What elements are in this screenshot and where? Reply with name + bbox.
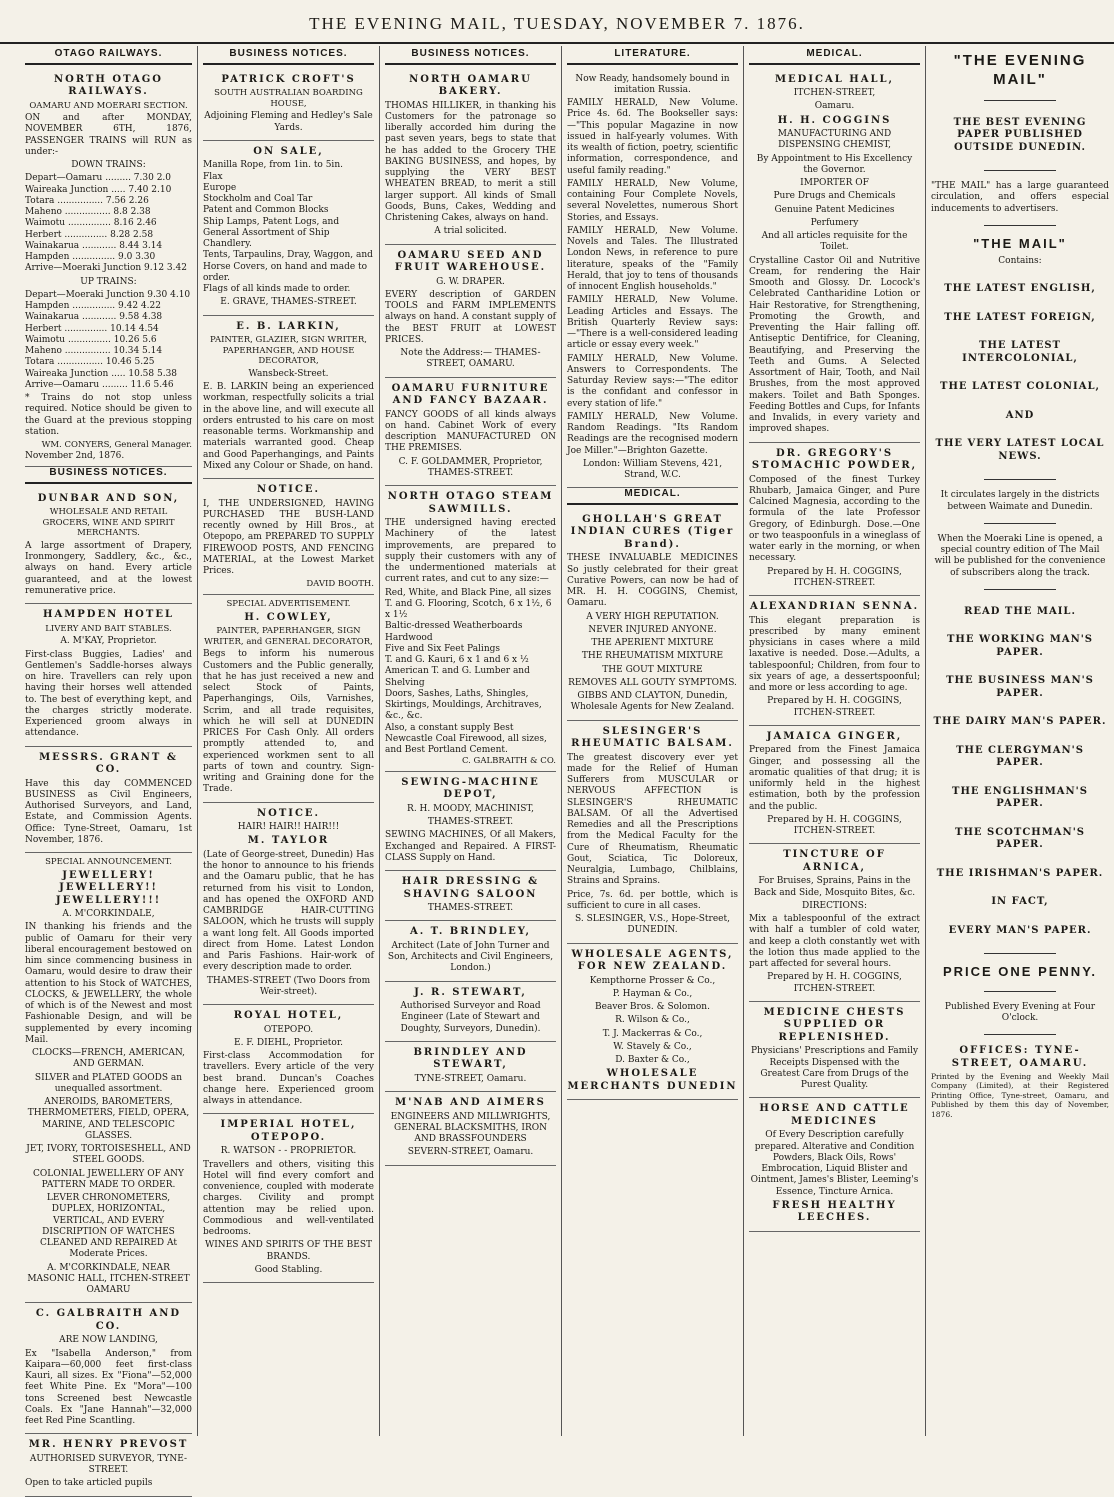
ad-brindley [385, 921, 556, 981]
ad-body: Travellers and others, visiting this Hotel will find every comfort and convenience, coupled with moderate charges. Civility and prompt attention may be relied upon. Commodious and well-ventilated bedrooms. [203, 1159, 374, 1238]
ad-heading: HAIR DRESSING & SHAVING SALOON [401, 876, 540, 900]
divider [984, 1034, 1055, 1035]
section-heading: MEDICAL. [749, 48, 920, 65]
timetable-rows [25, 173, 192, 274]
ad-mnab-aimers [385, 1092, 556, 1166]
ad-address: THAMES-STREET (Two Doors from Weir-street). [206, 975, 371, 997]
list-item: THE ENGLISHMAN'S PAPER. [952, 785, 1088, 810]
ad-preheading: SPECIAL ANNOUNCEMENT. [45, 857, 172, 867]
ad-body: * Trains do not stop unless required. Notice should be given to the Guard at the previous stopping station. [25, 393, 192, 437]
circulation-text: "THE MAIL" has a large guaranteed circulation, and offers especial inducements to advertisers. [931, 181, 1109, 214]
list-item: THE LATEST FOREIGN, [944, 311, 1096, 323]
ad-gregory-powder [749, 443, 920, 597]
ad-heading: NORTH OTAGO RAILWAYS. [54, 73, 163, 97]
ad-subheading: OTEPOPO. [263, 1024, 314, 1035]
ad-arnica [749, 844, 920, 1002]
ad-body: Ex "Isabella Anderson," from Kaipara—60,000 feet first-class Kauri, all sizes. Ex "Fiona"—52,000 feet White Pine. Ex "Mora"—100 tons Screened best Newcastle Coals. Ex "Jane Hannah"—32,000 feet Red Pine Scantling. [25, 1348, 192, 1427]
list-item: Flags of all kinds made to order. [203, 284, 351, 294]
ad-subheading: MANUFACTURING AND DISPENSING CHEMIST, [777, 129, 892, 151]
ad-town: Oamaru. [814, 101, 855, 112]
list-item: THE BUSINESS MAN'S PAPER. [946, 675, 1094, 699]
ad-item-list [567, 625, 738, 689]
list-item: P. Hayman & Co., [612, 988, 693, 999]
ad-publisher: London: William Stevens, 421, Strand, W.C. [582, 458, 723, 480]
ad-heading: H. H. COGGINS [777, 114, 892, 126]
timetable-direction: DOWN TRAINS: [71, 160, 146, 171]
ad-heading: M'NAB AND AIMERS [395, 1097, 546, 1109]
ad-address: Note the Address:— THAMES-STREET, OAMARU. [400, 348, 541, 370]
ad-bakery [385, 69, 556, 245]
list-item: R. Wilson & Co., [615, 1015, 690, 1026]
ad-booth [203, 479, 374, 595]
ad-body: Authorised Surveyor and Road Engineer (Late of Stewart and Doughty, Surveyors, Dunedin). [400, 1001, 541, 1034]
list-item: Arrive—Oamaru ......... 11.6 5.46 [25, 379, 174, 390]
list-item: FAMILY HERALD, New Volume. Novels and Tales. The Illustrated London News, in reference to pure literature, speaks of the "Family Herald, that joy to tens of thousands of innocent English households." [567, 225, 738, 292]
list-item: SILVER and PLATED GOODS an unequalled assortment. [34, 1072, 183, 1094]
ad-stewart [385, 982, 556, 1042]
list-item: Waireaka Junction ..... 7.40 2.10 [25, 184, 172, 195]
list-item: Totara ................ 10.46 5.25 [25, 357, 155, 368]
list-item: THE APERIENT MIXTURE [591, 638, 714, 648]
ad-body: ENGINEERS AND MILLWRIGHTS, GENERAL BLACKSMITHS, IRON AND BRASSFOUNDERS [390, 1111, 551, 1145]
divider [984, 100, 1055, 101]
ad-heading: NOTICE. [256, 807, 321, 819]
ad-heading: ROYAL HOTEL, [233, 1010, 344, 1022]
list-item: Waimotu ............... 10.26 5.6 [25, 334, 157, 345]
ad-body: (Late of George-street, Dunedin) Has the honor to announce to his friends and the Oamaru public, that he has returned from his visit to London, and has opened the OXFORD AND CAMBRIDGE HAIR-CUTTING SALOON, which he trusts will supply a want long felt. All Goods imported direct from Home. Latest London and Paris Fashions. Hair-work of every description made to order. [203, 849, 374, 973]
imprint-text: Printed by the Evening and Weekly Mail Company (Limited), at their Registered Printing Office, Tyne-street, Oamaru, and Published by them this day of November, 1876. [931, 1072, 1109, 1119]
ad-body: E. B. LARKIN being an experienced workman, respectfully solicits a trial in the above line, and will execute all orders entrusted to his care on most reasonable terms. Workmanship and materials warranted good. Cheap and Good Paperhangings, and Paints Mixed any Colour or Shade, on hand. [203, 382, 374, 471]
divider [984, 170, 1055, 171]
section-heading: MEDICAL. [567, 488, 738, 505]
list-item: LEVER CHRONOMETERS, DUPLEX, HORIZONTAL, VERTICAL, AND EVERY DISCRIPTION OF WATCHES CLEANED AND REPAIRED At Moderate Prices. [40, 1193, 177, 1260]
ad-body: THE undersigned having erected Machinery of the latest improvements, are prepared to supply their customers with any of the undermentioned materials at current rates, and cut to any size:— [385, 518, 556, 585]
masthead-title: THE EVENING MAIL, TUESDAY, NOVEMBER 7. 1876. [309, 14, 805, 33]
read-the-mail: READ THE MAIL. [964, 605, 1076, 617]
list-item: T. J. Mackerras & Co., [602, 1028, 703, 1039]
ad-heading: C. GALBRAITH AND CO. [35, 1308, 182, 1332]
ad-body: SEWING MACHINES, Of all Makers, Exchanged and Repaired. A FIRST-CLASS Supply on Hand. [385, 830, 556, 863]
published-text: Published Every Evening at Four O'clock. [944, 1001, 1096, 1023]
paper-title: "THE EVENING MAIL" [953, 52, 1087, 88]
ad-address: Wansbeck-Street. [248, 368, 329, 379]
section-heading: OTAGO RAILWAYS. [25, 48, 192, 65]
divider [984, 991, 1055, 992]
section-heading: BUSINESS NOTICES. [203, 48, 374, 65]
ad-heading: GHOLLAH'S GREAT INDIAN CURES (Tiger Brand). [570, 513, 735, 550]
ad-item-list [25, 1048, 192, 1261]
ad-heading: SLESINGER'S RHEUMATIC BALSAM. [571, 725, 734, 749]
column-railways [20, 46, 198, 1489]
ad-heading: OAMARU FURNITURE AND FANCY BAZAAR. [391, 382, 550, 406]
ad-senna [749, 596, 920, 726]
ad-heading: E. B. LARKIN, [236, 320, 341, 332]
ad-body: THOMAS HILLIKER, in thanking his Customers for the patronage so liberally accorded him during the past seven years, begs to state that he has added to the Grocery THE BAKING BUSINESS, and hopes, by supplying the VERY BEST WHEATEN BREAD, to merit a still larger support. All kinds of Small Goods, Buns, Cakes, Wedding and Christening Cakes, always on hand. [385, 100, 556, 223]
list-item: NEVER INJURED ANYONE. [588, 624, 717, 635]
column-medical [744, 46, 926, 1436]
moeraki-text: When the Moeraki Line is opened, a special country edition of The Mail will be published for the convenience of subscribers along the track. [934, 533, 1106, 578]
ad-prepared-by: Prepared by H. H. COGGINS, ITCHEN-STREET. [767, 972, 902, 994]
ad-signature: E. GRAVE, THAMES-STREET. [220, 297, 357, 308]
ad-directions: DIRECTIONS: [801, 900, 867, 911]
ad-footer: A trial solicited. [434, 226, 507, 237]
ad-heading: A. T. BRINDLEY, [409, 926, 532, 938]
ad-body: Physicians' Prescriptions and Family Receipts Dispensed with the Greatest Care from Drugs of the Purest Quality. [750, 1046, 919, 1090]
contents-list [931, 283, 1109, 463]
list-item: Kempthorne Prosser & Co., [589, 975, 716, 986]
ad-heading: JAMAICA GINGER, [766, 730, 903, 742]
list-item: Five and Six Feet Palings [385, 643, 500, 654]
ad-furniture [385, 378, 556, 487]
divider [984, 225, 1055, 226]
ad-slesinger [567, 721, 738, 944]
ad-on-sale [203, 141, 374, 316]
ad-body: Begs to inform his numerous Customers and the Public generally, that he has just received a new and select Stock of Paints, Paperhangings, Oils, Varnishes, Scrim, and all trade requisites, which he will sell at DUNEDIN PRICES For Cash Only. All orders promptly attended to, and experienced workmen sent to all parts of town and country. Sign-writing and Graining done for the Trade. [203, 649, 374, 795]
list-item: W. Stavely & Co., [613, 1041, 692, 1052]
ad-heading: PATRICK CROFT'S [221, 73, 356, 85]
ad-subheading: WHOLESALE AND RETAIL GROCERS, WINE AND SPIRIT MERCHANTS. [42, 507, 175, 539]
mail-heading: "THE MAIL" [973, 235, 1067, 251]
ad-body: EVERY description of GARDEN TOOLS and FARM IMPLEMENTS always on hand. A constant supply of the BEST FRUIT at LOWEST PRICES. [385, 289, 556, 345]
ad-signature: DAVID BOOTH. [306, 579, 374, 590]
list-item: THE RHEUMATISM MIXTURE [581, 651, 724, 662]
list-item: Genuine Patent Medicines [774, 204, 895, 215]
ad-proprietor: A. M'KAY, Proprietor. [60, 636, 157, 647]
ad-heading: NOTICE. [256, 484, 321, 496]
ad-subheading: AUTHORISED SURVEYOR, TYNE-STREET. [29, 1453, 188, 1476]
divider [984, 953, 1055, 954]
list-item: THE DAIRY MAN'S PAPER. [933, 716, 1107, 728]
list-item: THE CLERGYMAN'S PAPER. [956, 744, 1084, 769]
ad-heading: NORTH OAMARU BAKERY. [409, 73, 532, 97]
ad-heading: NORTH OTAGO STEAM SAWMILLS. [387, 491, 554, 515]
ad-heading: JEWELLERY! JEWELLERY!! JEWELLERY!!! [55, 869, 162, 906]
list-item: THE SCOTCHMAN'S PAPER. [955, 826, 1085, 851]
ad-body: Prepared from the Finest Jamaica Ginger, and possessing all the aromatic qualities of that drug; it is uniformly held in the highest estimation, both by the profession and the public. [749, 745, 920, 812]
ad-proprietor: R. WATSON - - PROPRIETOR. [220, 1146, 357, 1157]
ad-name: R. H. MOODY, MACHINIST, [407, 803, 534, 814]
ad-heading: IMPERIAL HOTEL, OTEPOPO. [220, 1119, 357, 1143]
ad-heading: ALEXANDRIAN SENNA. [749, 601, 920, 612]
ad-body: THESE INVALUABLE MEDICINES So justly celebrated for their great Curative Powers, can now be had of MR. H. H. COGGINS, Chemist, Oamaru. [567, 553, 738, 609]
ad-body: First-class Accommodation for travellers. Every article of the very best brand. Duncan's Coaches change here. Experienced groom always in attendance. [203, 1051, 374, 1107]
ad-jewellery [25, 853, 192, 1303]
list-item: FAMILY HERALD, New Volume. Leading Articles and Essays. The British Quarterly Review says:—"There is a well-considered leading article or essay every week." [567, 295, 738, 351]
divider [984, 479, 1055, 480]
ad-larkin [203, 316, 374, 480]
list-item: REMOVES ALL GOUTY SYMPTOMS. [568, 677, 737, 688]
ad-brindley-stewart [385, 1042, 556, 1092]
list-item: EVERY MAN'S PAPER. [948, 924, 1092, 936]
list-item: Wainakarua ............ 9.58 4.38 [25, 312, 163, 323]
list-item: Hardwood [385, 632, 433, 643]
ad-subheading: LIVERY AND BAIT STABLES. [45, 623, 172, 634]
list-item: Maheno ................ 8.8 2.38 [25, 207, 151, 218]
ad-heading: MEDICAL HALL, [774, 73, 895, 85]
ad-cowley [203, 595, 374, 803]
list-item: Tents, Tarpaulins, Dray, Waggon, and Horse Covers, on hand and made to order. [203, 250, 373, 283]
ad-body: ON and after MONDAY, NOVEMBER 6TH, 1876, PASSENGER TRAINS will RUN as under:- [25, 113, 192, 157]
list-item: Flax [203, 171, 223, 182]
ad-name: M. TAYLOR [247, 835, 330, 847]
section-heading: BUSINESS NOTICES. [25, 467, 192, 484]
ad-heading: HAMPDEN HOTEL [43, 609, 174, 621]
railway-timetable [25, 69, 192, 468]
ad-heading: H. COWLEY, [244, 611, 333, 623]
ad-heading: J. R. STEWART, [414, 986, 527, 998]
list-item: Also, a constant supply Best Newcastle Coal Firewood, all sizes, and Best Portland Cement. [385, 722, 547, 755]
ad-name: A. M'CORKINDALE, [62, 909, 155, 920]
ad-heading: SEWING-MACHINE DEPOT, [401, 776, 540, 801]
ad-name: G. W. DRAPER. [436, 276, 505, 287]
ad-croft [203, 69, 374, 141]
ad-body: Architect (Late of John Turner and Son, Architects and Civil Engineers, London.) [387, 940, 554, 974]
list-item: Hampden ............... 9.42 4.22 [25, 301, 161, 312]
ad-proprietor: E. F. DIEHL, Proprietor. [234, 1037, 343, 1048]
ad-date: November 2nd, 1876. [25, 450, 125, 461]
list-item: ANEROIDS, BAROMETERS, THERMOMETERS, FIELD, OPERA, MARINE, AND TELESCOPIC GLASSES. [27, 1097, 190, 1141]
ad-medical-hall [749, 69, 920, 443]
ad-heading: DR. GREGORY'S STOMACHIC POWDER, [751, 447, 918, 471]
ad-body: Crystalline Castor Oil and Nutritive Cream, for rendering the Hair Smooth and Glossy. Dr. Locock's Celebrated Cantharidine Lotion or Hair Restorative, for Strengthening, Promoting the Growth, and Preventing the Hair falling off. Antiseptic Dentifrice, for Cleaning, Beautifying, and Preserving the Teeth and Gums. A Selected Assortment of Hair, Tooth, and Nail Brushes, from the most approved makers. Toilet and Bath Sponges. Feeding Bottles and Cups, for Infants and Invalids, in every variety and improved shapes. [749, 255, 920, 435]
list-item: Depart—Oamaru ......... 7.30 2.0 [25, 173, 172, 184]
timetable-rows [25, 290, 192, 391]
ad-galbraith [25, 1303, 192, 1434]
ad-body: FANCY GOODS of all kinds always on hand. Cabinet Work of every description MANUFACTURED ON THE PREMISES. [385, 409, 556, 454]
list-item: T. and G. Kauri, 6 x 1 and 6 x ½ [385, 655, 529, 665]
list-item: Europe [203, 182, 237, 193]
ad-prepared-by: Prepared by H. H. COGGINS, ITCHEN-STREET. [767, 814, 902, 836]
list-item: CLOCKS—FRENCH, AMERICAN, AND GERMAN. [31, 1048, 186, 1070]
ad-heading: HORSE AND CATTLE MEDICINES [759, 1103, 910, 1127]
ad-dunbar [25, 488, 192, 605]
page-columns [20, 46, 1114, 1489]
ad-medicine-chests [749, 1002, 920, 1099]
masthead [0, 0, 1114, 44]
paper-claim: THE BEST EVENING PAPER PUBLISHED OUTSIDE DUNEDIN. [953, 116, 1087, 153]
list-item: Ship Lamps, Patent Logs, and General Assortment of Ship Chandlery. [203, 216, 340, 249]
ad-body: Have this day COMMENCED BUSINESS as Civil Engineers, Authorised Surveyors, and Land, Estate, and Commission Agents. Office: Tyne-Street, Oamaru, 1st November, 1876. [25, 778, 192, 845]
list-item: THE IRISHMAN'S PAPER. [936, 867, 1104, 879]
ad-address: Adjoining Fleming and Hedley's Sale Yards. [204, 111, 373, 133]
ad-footer: Good Stabling. [254, 1264, 323, 1275]
ad-subheading: SOUTH AUSTRALIAN BOARDING HOUSE, [214, 88, 363, 109]
ad-body: First-class Buggies, Ladies' and Gentlemen's Saddle-horses always on hire. Travellers can rely upon having their horses well attended to. The best of everything kept, and the charges strictly moderate. Experienced groom always in attendance. [25, 649, 192, 739]
list-item: THE LATEST ENGLISH, [944, 283, 1096, 295]
list-item: T. and G. Flooring, Scotch, 6 x 1½, 6 x 1½ [385, 598, 552, 620]
list-item: THE WORKING MAN'S PAPER. [946, 634, 1094, 658]
ad-signature: S. SLESINGER, V.S., Hope-Street, DUNEDIN. [575, 914, 730, 936]
list-item: Manilla Rope, from 1in. to 5in. [203, 160, 343, 171]
section-heading: LITERATURE. [567, 48, 738, 65]
ad-heading: MESSRS. GRANT & CO. [39, 751, 178, 775]
ad-body: Composed of the finest Turkey Rhubarb, Jamaica Ginger, and Pure Calcined Magnesia, according to the formula of the late Professor Gregory, of Edinburgh. Dose.—One or two teaspoonfuls in a wineglass of water early in the morning, or when necessary. [749, 474, 920, 564]
ad-footer: FRESH HEALTHY LEECHES. [772, 1199, 897, 1224]
ad-signature: WM. CONYERS, General Manager. [41, 440, 192, 451]
ad-grant [25, 747, 192, 854]
list-item: Beaver Bros. & Solomon. [595, 1002, 710, 1012]
ad-address: THAMES-STREET. [427, 903, 514, 914]
ad-taylor [203, 803, 374, 1006]
divider [984, 523, 1055, 524]
offices-text: OFFICES: TYNE-STREET, OAMARU. [951, 1045, 1089, 1069]
ad-jamaica-ginger [749, 726, 920, 845]
list-item: Patent and Common Blocks [203, 205, 329, 216]
list-item: Depart—Moeraki Junction 9.30 4.10 [25, 289, 191, 300]
ad-sawmills [385, 486, 556, 772]
list-item: FAMILY HERALD, New Volume, containing Four Complete Novels, several Novelettes, numerous Short Stories, and Essays. [567, 178, 738, 223]
list-item: Doors, Sashes, Laths, Shingles, Skirtings, Mouldings, Architraves, &c., &c. [385, 688, 542, 722]
papers-list [931, 634, 1109, 937]
districts-text: It circulates largely in the districts between Waimate and Dunedin. [940, 490, 1100, 512]
list-item: Herbert ............... 10.14 4.54 [25, 323, 159, 334]
section-heading: BUSINESS NOTICES. [385, 48, 556, 65]
list-item: Pure Drugs and Chemicals [773, 191, 896, 202]
ad-heading: WHOLESALE AGENTS, FOR NEW ZEALAND. [571, 948, 734, 972]
ad-body: IN thanking his friends and the public of Oamaru for their very liberal encouragement bestowed on him since commencing business in Oamaru, would desire to draw their attention to his Stock of WATCHES, CLOCKS, & JEWELLERY, the whole of which is of the Newest and most Fashionable Design, and will be supplemented by every incoming Mail. [25, 922, 192, 1045]
ad-heading: DUNBAR AND SON, [37, 492, 180, 504]
ad-ghollah [567, 509, 738, 721]
ad-subheading: PAINTER, PAPERHANGER, SIGN WRITER, and GENERAL DECORATOR, [204, 626, 373, 647]
column-business-2 [198, 46, 380, 1436]
list-item: FAMILY HERALD, New Volume. Random Readings. "Its Random Readings are the recognised modern Joe Miller."—Brighton Gazette. [567, 411, 738, 456]
ad-heading: TINCTURE OF ARNICA, [783, 849, 886, 873]
ad-hampden [25, 604, 192, 746]
list-item: And all articles requisite for the Toilet. [761, 231, 908, 253]
list-item: AND [1005, 409, 1035, 421]
list-item: Baltic-dressed Weatherboards [385, 621, 523, 632]
ad-item-list [567, 976, 738, 1067]
list-item: Wainakarua ............ 8.44 3.14 [25, 240, 163, 251]
ad-hair-saloon [385, 871, 556, 921]
ad-heading: OAMARU SEED AND FRUIT WAREHOUSE. [394, 249, 547, 273]
ad-body: The greatest discovery ever yet made for the Relief of Human Sufferers from MUSCULAR or NERVOUS AFFECTION is SLESINGER'S RHEUMATIC BALSAM. Of all the Advertised Remedies and all the Prescriptions from the Medical Faculty for the Cure of Rheumatism, Rheumatic Gout, Sciatica, Tic Doloreux, Neuralgia, Lumbago, Chilblains, Strains and Sprains. [567, 752, 738, 887]
ad-footer: WINES AND SPIRITS OF THE BEST BRANDS. [205, 1240, 372, 1262]
list-item: FAMILY HERALD, New Volume. Answers to Correspondents. The Saturday Review says:—"The editor is the confidant and confessor in every station of life." [567, 353, 738, 409]
ad-body: Mix a tablespoonful of the extract with half a tumbler of cold water, and keep a cloth constantly wet with the lotion thus made applied to the part affected for several hours. [749, 914, 920, 969]
list-item: THE VERY LATEST LOCAL NEWS. [935, 438, 1105, 462]
ad-address: THAMES-STREET. [427, 817, 514, 828]
list-item: THE LATEST COLONIAL, [940, 381, 1100, 393]
ad-address: SEVERN-STREET, Oamaru. [407, 1147, 534, 1158]
ad-signature: GIBBS AND CLAYTON, Dunedin, Wholesale Agents for New Zealand. [570, 691, 735, 713]
list-item: JET, IVORY, TORTOISESHELL, AND STEEL GOODS. [26, 1144, 191, 1166]
list-item: Perfumery [810, 217, 859, 228]
list-item: Totara ................ 7.56 2.26 [25, 195, 149, 206]
ad-royal-hotel [203, 1005, 374, 1114]
ad-address: ITCHEN-STREET, [793, 88, 876, 98]
divider [984, 589, 1055, 590]
ad-footer: Open to take articled pupils [25, 1478, 153, 1489]
ad-subheading: OAMARU AND MOERARI SECTION. [29, 100, 188, 111]
list-item: THE GOUT MIXTURE [602, 664, 703, 675]
ad-horse-cattle [749, 1098, 920, 1232]
ad-heading: BRINDLEY AND STEWART, [413, 1046, 528, 1071]
column-evening-mail [926, 46, 1114, 1436]
ad-prepared-by: Prepared by H. H. COGGINS, ITCHEN-STREET. [767, 566, 902, 588]
list-item: FAMILY HERALD, New Volume. Price 4s. 6d. The Bookseller says:—"This popular Magazine in now issued in half-yearly volumes. With its wealth of fiction, poetry, scientific information, correspondence, and useful family reading." [567, 98, 738, 176]
list-item: Waireaka Junction ..... 10.58 5.38 [25, 368, 178, 379]
list-item: American T. and G. Lumber and Shelving [385, 666, 530, 688]
ad-body: I, THE UNDERSIGNED, HAVING PURCHASED THE BUSH-LAND recently owned by Hill Bros., at Otepopo, am PREPARED TO SUPPLY FIREWOOD POSTS, AND FENCING MATERIAL, at the Lowest Market Prices. [203, 498, 374, 577]
list-item: Maheno ................ 10.34 5.14 [25, 346, 163, 357]
list-item: Arrive—Moeraki Junction 9.12 3.42 [25, 263, 187, 274]
list-item: Waimotu ............... 8.16 2.46 [25, 218, 157, 229]
ad-item-list [567, 98, 738, 457]
ad-footer: WHOLESALE MERCHANTS DUNEDIN [567, 1068, 738, 1092]
ad-item-list [749, 191, 920, 253]
column-literature [562, 46, 744, 1436]
ad-signature: C. F. GOLDAMMER, Proprietor, THAMES-STREET. [398, 456, 543, 478]
ad-signature: C. GALBRAITH & CO. [461, 756, 556, 767]
ad-heading: MR. HENRY PREVOST [28, 1439, 189, 1451]
list-item: Herbert ............... 8.28 2.58 [25, 229, 154, 240]
ad-prevost [25, 1434, 192, 1496]
ad-subheading: PAINTER, GLAZIER, SIGN WRITER, PAPERHANGER, AND HOUSE DECORATOR, [210, 335, 367, 367]
ad-price: Price, 7s. 6d. per bottle, which is sufficient to cure in all cases. [567, 889, 738, 911]
ad-signature: A. M'CORKINDALE, NEAR MASONIC HALL, ITCHEN-STREET OAMARU [27, 1262, 190, 1296]
list-item: COLONIAL JEWELLERY OF ANY PATTERN MADE TO ORDER. [32, 1168, 184, 1190]
ad-item-list [385, 588, 556, 757]
ad-heading: ON SALE, [253, 145, 324, 157]
ad-imperial-hotel [203, 1114, 374, 1283]
list-item: D. Baxter & Co., [615, 1055, 690, 1065]
price-text: PRICE ONE PENNY. [942, 964, 1098, 980]
ad-body: Of Every Description carefully prepared. Alterative and Condition Powders, Black Oils, Rows' Embrocation, Liquid Blister and Ointment, James's Blister, Leeming's Essence, Tincture Arnica. [750, 1130, 919, 1197]
ad-seed-warehouse [385, 245, 556, 378]
ad-address: TYNE-STREET, Oamaru. [414, 1073, 527, 1084]
ad-body: This elegant preparation is prescribed by many eminent physicians in cases where a mild laxative is needed. Dose.—Adults, a tablespoonful; Children, from four to six years of age, a dessertspoonful; and more or less according to age. [749, 615, 920, 693]
ad-body: A large assortment of Drapery, Ironmongery, Saddlery, &c., &c., always on hand. Every article guaranteed, and at the lowest remunerative price. [25, 540, 192, 596]
ad-preheading: Now Ready, handsomely bound in imitation Russia. [575, 73, 730, 95]
contains-label: Contains: [998, 256, 1042, 266]
list-item: Hampden ............... 9.0 3.30 [25, 252, 156, 263]
ad-appointment: By Appointment to His Excellency the Governor. [756, 153, 913, 175]
timetable-direction: UP TRAINS: [80, 276, 137, 287]
ad-family-herald [567, 69, 738, 489]
ad-wholesale-agents [567, 944, 738, 1101]
ad-subheading: ARE NOW LANDING, [59, 1335, 158, 1346]
list-item: Red, White, and Black Pine, all sizes [385, 587, 552, 598]
ad-sewing-depot [385, 772, 556, 871]
ad-subheading: HAIR! HAIR!! HAIR!!! [237, 822, 340, 833]
ad-item-list [203, 160, 374, 295]
list-item: Stockholm and Coal Tar [203, 194, 313, 204]
ad-subheading: A VERY HIGH REPUTATION. [586, 611, 719, 622]
column-business-3 [380, 46, 562, 1436]
ad-preheading: SPECIAL ADVERTISEMENT. [226, 599, 351, 609]
ad-subheading: For Bruises, Sprains, Pains in the Back and Side, Mosquito Bites, &c. [753, 876, 916, 898]
ad-subheading: IMPORTER OF [800, 178, 869, 188]
list-item: THE LATEST INTERCOLONIAL, [962, 340, 1078, 364]
ad-heading: MEDICINE CHESTS SUPPLIED OR REPLENISHED. [763, 1006, 906, 1043]
ad-prepared-by: Prepared by H. H. COGGINS, ITCHEN-STREET. [767, 696, 902, 718]
list-item: IN FACT, [991, 896, 1049, 908]
